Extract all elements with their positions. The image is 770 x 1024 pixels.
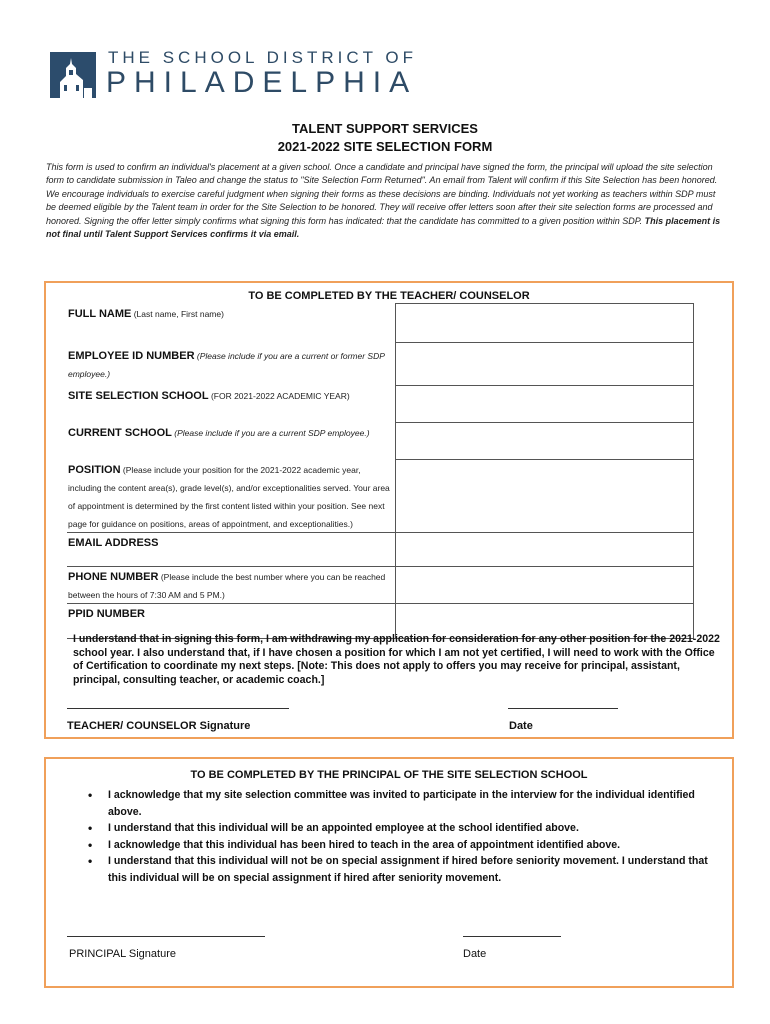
field-label: SITE SELECTION SCHOOL (68, 389, 209, 402)
teacher-signature-label: TEACHER/ COUNSELOR Signature (67, 720, 251, 732)
email-label-cell (67, 532, 396, 566)
field-label: PPID NUMBER (68, 607, 146, 620)
page-title-line1: TALENT SUPPORT SERVICES (292, 121, 478, 136)
position-input[interactable] (396, 460, 694, 533)
site-selection-school-input[interactable] (396, 386, 694, 423)
principal-signature-label: PRINCIPAL Signature (69, 948, 176, 960)
email-input[interactable] (396, 532, 694, 566)
form-row-employee-id (67, 343, 694, 386)
field-note: (Please include if you are a current SDP employee.) (171, 427, 370, 438)
employee-id-label-cell (67, 343, 396, 386)
intro-paragraph (46, 161, 724, 241)
field-note: (Please include your position for the 2021-2022 academic year, including the content area(s), grade level(s), and/or exceptionalities served. Your area of appointment is determined by the first content listed within your position. See next page for guidance on positions, areas of appointment, and exceptionalities.) (68, 464, 390, 529)
principal-date-line[interactable] (463, 936, 561, 937)
phone-label-cell (67, 566, 396, 603)
principal-signature-line[interactable] (67, 936, 265, 937)
teacher-form-table (67, 303, 694, 639)
form-row-full-name (67, 304, 694, 343)
teacher-date-line[interactable] (508, 708, 618, 709)
logo-text-bottom: PHILADELPHIA (106, 66, 418, 99)
form-row-site-selection-school (67, 386, 694, 423)
field-label: FULL NAME (68, 307, 132, 320)
principal-acknowledgement-list (88, 787, 728, 887)
field-label: POSITION (68, 463, 121, 476)
form-row-current-school (67, 423, 694, 460)
list-item: • I acknowledge that my site selection committee was invited to participate in the interview for the individual identified above. (88, 787, 728, 820)
list-item: • I acknowledge that this individual has been hired to teach in the area of appointment identified above. (88, 837, 728, 854)
intro-bold-text: This placement is not final until Talent Support Services confirms it via email. (46, 215, 721, 240)
field-label: EMPLOYEE ID NUMBER (68, 349, 195, 362)
list-item: • I understand that this individual will be an appointed employee at the school identified above. (88, 820, 728, 837)
field-note: (Last name, First name) (131, 308, 224, 319)
phone-input[interactable] (396, 566, 694, 603)
teacher-section-heading: TO BE COMPLETED BY THE TEACHER/ COUNSELOR (248, 290, 530, 302)
principal-date-label: Date (463, 948, 487, 960)
field-note: (Please include if you are a current or former SDP employee.) (68, 350, 385, 379)
list-item: • I understand that this individual will not be on special assignment if hired before seniority movement. I understand that this individual will be on special assignment if hired after seniority movement. (88, 853, 728, 886)
page-title-line2: 2021-2022 SITE SELECTION FORM (277, 139, 493, 154)
current-school-label-cell (67, 423, 396, 460)
withdrawal-acknowledgement: I understand that in signing this form, I am withdrawing my application for consideration for any other position for the 2021-2022 school year. I also understand that, if I have chosen a position for which I am not yet certified, I will need to work with the Office of Certification to coordinate my next steps. [Note: This does not apply to offers you may receive for principal, assistant, principal, consulting teacher, or academic coach.] (73, 633, 720, 686)
form-row-email (67, 532, 694, 566)
teacher-signature-line[interactable] (67, 708, 289, 709)
full-name-input[interactable] (396, 304, 694, 343)
field-label: PHONE NUMBER (68, 570, 159, 583)
intro-text: This form is used to confirm an individual's placement at a given school. Once a candidate and principal have signed the form, the principal will upload the site selection form to candidate submission in Taleo and change the status to "Site Selection Form Returned". An email from Talent will confirm if this Site Selection has been honored. We encourage individuals to exercise careful judgment when signing their forms as these decisions are binding. Individuals not yet working as teachers within SDP must be deemed eligible by the Talent team in order for the Site Selection to be honored. They will receive offer letters soon after their site selection forms are processed and honored. Signing the offer letter simply confirms what signing this form has indicated: that the candidate has committed to a given position within SDP. (46, 162, 718, 226)
form-row-position (67, 460, 694, 533)
field-label: CURRENT SCHOOL (68, 426, 172, 439)
full-name-label-cell (67, 304, 396, 343)
field-label: EMAIL ADDRESS (68, 536, 159, 549)
field-note: (Please include the best number where you can be reached between the hours of 7:30 AM and 5 PM.) (68, 571, 386, 600)
field-note: (FOR 2021-2022 ACADEMIC YEAR) (208, 390, 350, 401)
site-selection-school-label-cell (67, 386, 396, 423)
form-row-phone (67, 566, 694, 603)
current-school-input[interactable] (396, 423, 694, 460)
principal-section-heading: TO BE COMPLETED BY THE PRINCIPAL OF THE SITE SELECTION SCHOOL (190, 769, 588, 781)
logo-text-top: THE SCHOOL DISTRICT OF (108, 48, 418, 67)
district-logo-icon (50, 52, 96, 98)
employee-id-input[interactable] (396, 343, 694, 386)
position-label-cell (67, 460, 396, 533)
teacher-date-label: Date (509, 720, 533, 732)
